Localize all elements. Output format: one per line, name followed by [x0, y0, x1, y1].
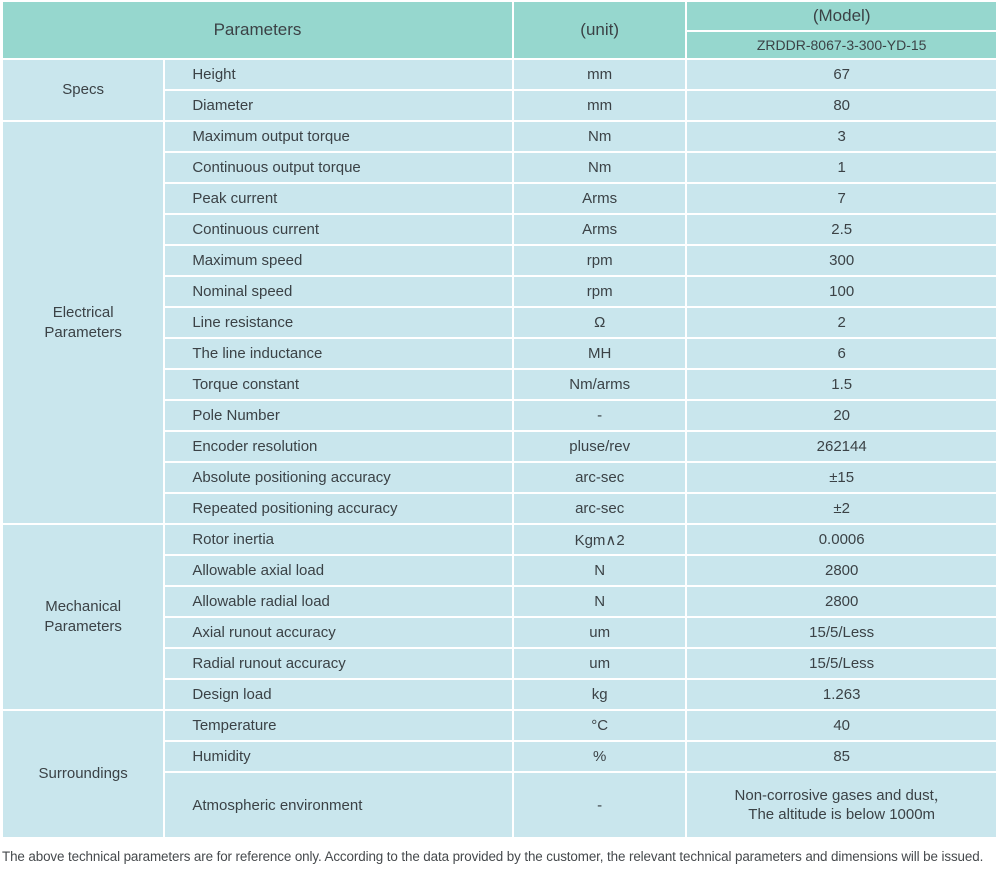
table-row: [3, 525, 996, 554]
unit-cell: -: [514, 773, 685, 837]
value-line: Non-corrosive gases and dust，: [734, 787, 949, 804]
unit-cell: N: [514, 587, 685, 616]
value-cell: 2800: [687, 587, 996, 616]
table-row: [3, 60, 996, 89]
value-cell: 0.0006: [687, 525, 996, 554]
unit-cell: Arms: [514, 184, 685, 213]
unit-cell: Kgm∧2: [514, 525, 685, 554]
header-row-1: [3, 2, 996, 30]
unit-cell: Nm: [514, 122, 685, 151]
param-name-cell: Encoder resolution: [165, 432, 512, 461]
value-cell: 40: [687, 711, 996, 740]
value-cell: ±15: [687, 463, 996, 492]
value-cell: ±2: [687, 494, 996, 523]
unit-cell: N: [514, 556, 685, 585]
value-cell: 1: [687, 153, 996, 182]
param-name-cell: Design load: [165, 680, 512, 709]
param-name-cell: Maximum speed: [165, 246, 512, 275]
value-cell: 20: [687, 401, 996, 430]
param-name-cell: Radial runout accuracy: [165, 649, 512, 678]
value-cell: 15/5/Less: [687, 649, 996, 678]
model-number: ZRDDR-8067-3-300-YD-15: [687, 32, 996, 58]
value-cell: 100: [687, 277, 996, 306]
group-cell: [3, 711, 163, 837]
param-name-cell: Allowable axial load: [165, 556, 512, 585]
value-cell: 80: [687, 91, 996, 120]
unit-cell: um: [514, 649, 685, 678]
unit-cell: %: [514, 742, 685, 771]
unit-cell: arc-sec: [514, 463, 685, 492]
param-name-cell: Height: [165, 60, 512, 89]
value-line: The altitude is below 1000m: [748, 806, 936, 823]
unit-cell: um: [514, 618, 685, 647]
value-cell: 262144: [687, 432, 996, 461]
value-cell: 3: [687, 122, 996, 151]
unit-cell: pluse/rev: [514, 432, 685, 461]
group-label-line: Specs: [62, 81, 104, 98]
param-name-cell: Pole Number: [165, 401, 512, 430]
group-label-line: Parameters: [44, 618, 122, 635]
unit-cell: Nm: [514, 153, 685, 182]
unit-header: (unit): [514, 2, 685, 58]
group-cell: [3, 122, 163, 523]
value-cell: 7: [687, 184, 996, 213]
group-cell: [3, 60, 163, 120]
value-cell: 85: [687, 742, 996, 771]
param-name-cell: Peak current: [165, 184, 512, 213]
table-header: [3, 2, 996, 58]
param-name-cell: Continuous current: [165, 215, 512, 244]
param-name-cell: Repeated positioning accuracy: [165, 494, 512, 523]
unit-cell: arc-sec: [514, 494, 685, 523]
table-row: [3, 711, 996, 740]
unit-cell: mm: [514, 91, 685, 120]
group-label-line: Parameters: [44, 323, 122, 341]
value-cell: [687, 773, 996, 837]
unit-cell: Nm/arms: [514, 370, 685, 399]
table-body: [3, 60, 996, 837]
value-cell: 2.5: [687, 215, 996, 244]
param-name-cell: Rotor inertia: [165, 525, 512, 554]
unit-cell: MH: [514, 339, 685, 368]
param-name-cell: Diameter: [165, 91, 512, 120]
group-label-line: Electrical: [52, 303, 114, 321]
param-name-cell: Allowable radial load: [165, 587, 512, 616]
value-cell: 300: [687, 246, 996, 275]
group-label-line: Mechanical: [45, 598, 122, 615]
unit-cell: rpm: [514, 277, 685, 306]
param-name-cell: Axial runout accuracy: [165, 618, 512, 647]
group-cell: [3, 525, 163, 709]
param-name-cell: Torque constant: [165, 370, 512, 399]
unit-cell: Ω: [514, 308, 685, 337]
param-name-cell: The line inductance: [165, 339, 512, 368]
param-name-cell: Nominal speed: [165, 277, 512, 306]
unit-cell: Arms: [514, 215, 685, 244]
value-cell: 6: [687, 339, 996, 368]
group-label-line: Surroundings: [38, 765, 128, 782]
param-name-cell: Atmospheric environment: [165, 773, 512, 837]
value-cell: 2800: [687, 556, 996, 585]
value-cell: 1.263: [687, 680, 996, 709]
value-cell: 1.5: [687, 370, 996, 399]
unit-cell: -: [514, 401, 685, 430]
table-row: [3, 122, 996, 151]
spec-table: [1, 0, 998, 839]
param-name-cell: Maximum output torque: [165, 122, 512, 151]
unit-cell: kg: [514, 680, 685, 709]
footer-note: The above technical parameters are for reference only. According to the data provided by the customer, the relevant technical parameters and dimensions will be issued.: [2, 849, 984, 864]
param-name-cell: Humidity: [165, 742, 512, 771]
unit-cell: °C: [514, 711, 685, 740]
model-header: (Model): [687, 2, 996, 30]
param-name-cell: Absolute positioning accuracy: [165, 463, 512, 492]
param-name-cell: Line resistance: [165, 308, 512, 337]
value-cell: 15/5/Less: [687, 618, 996, 647]
param-name-cell: Temperature: [165, 711, 512, 740]
unit-cell: mm: [514, 60, 685, 89]
parameters-header: Parameters: [3, 2, 512, 58]
value-cell: 2: [687, 308, 996, 337]
unit-cell: rpm: [514, 246, 685, 275]
value-cell: 67: [687, 60, 996, 89]
param-name-cell: Continuous output torque: [165, 153, 512, 182]
